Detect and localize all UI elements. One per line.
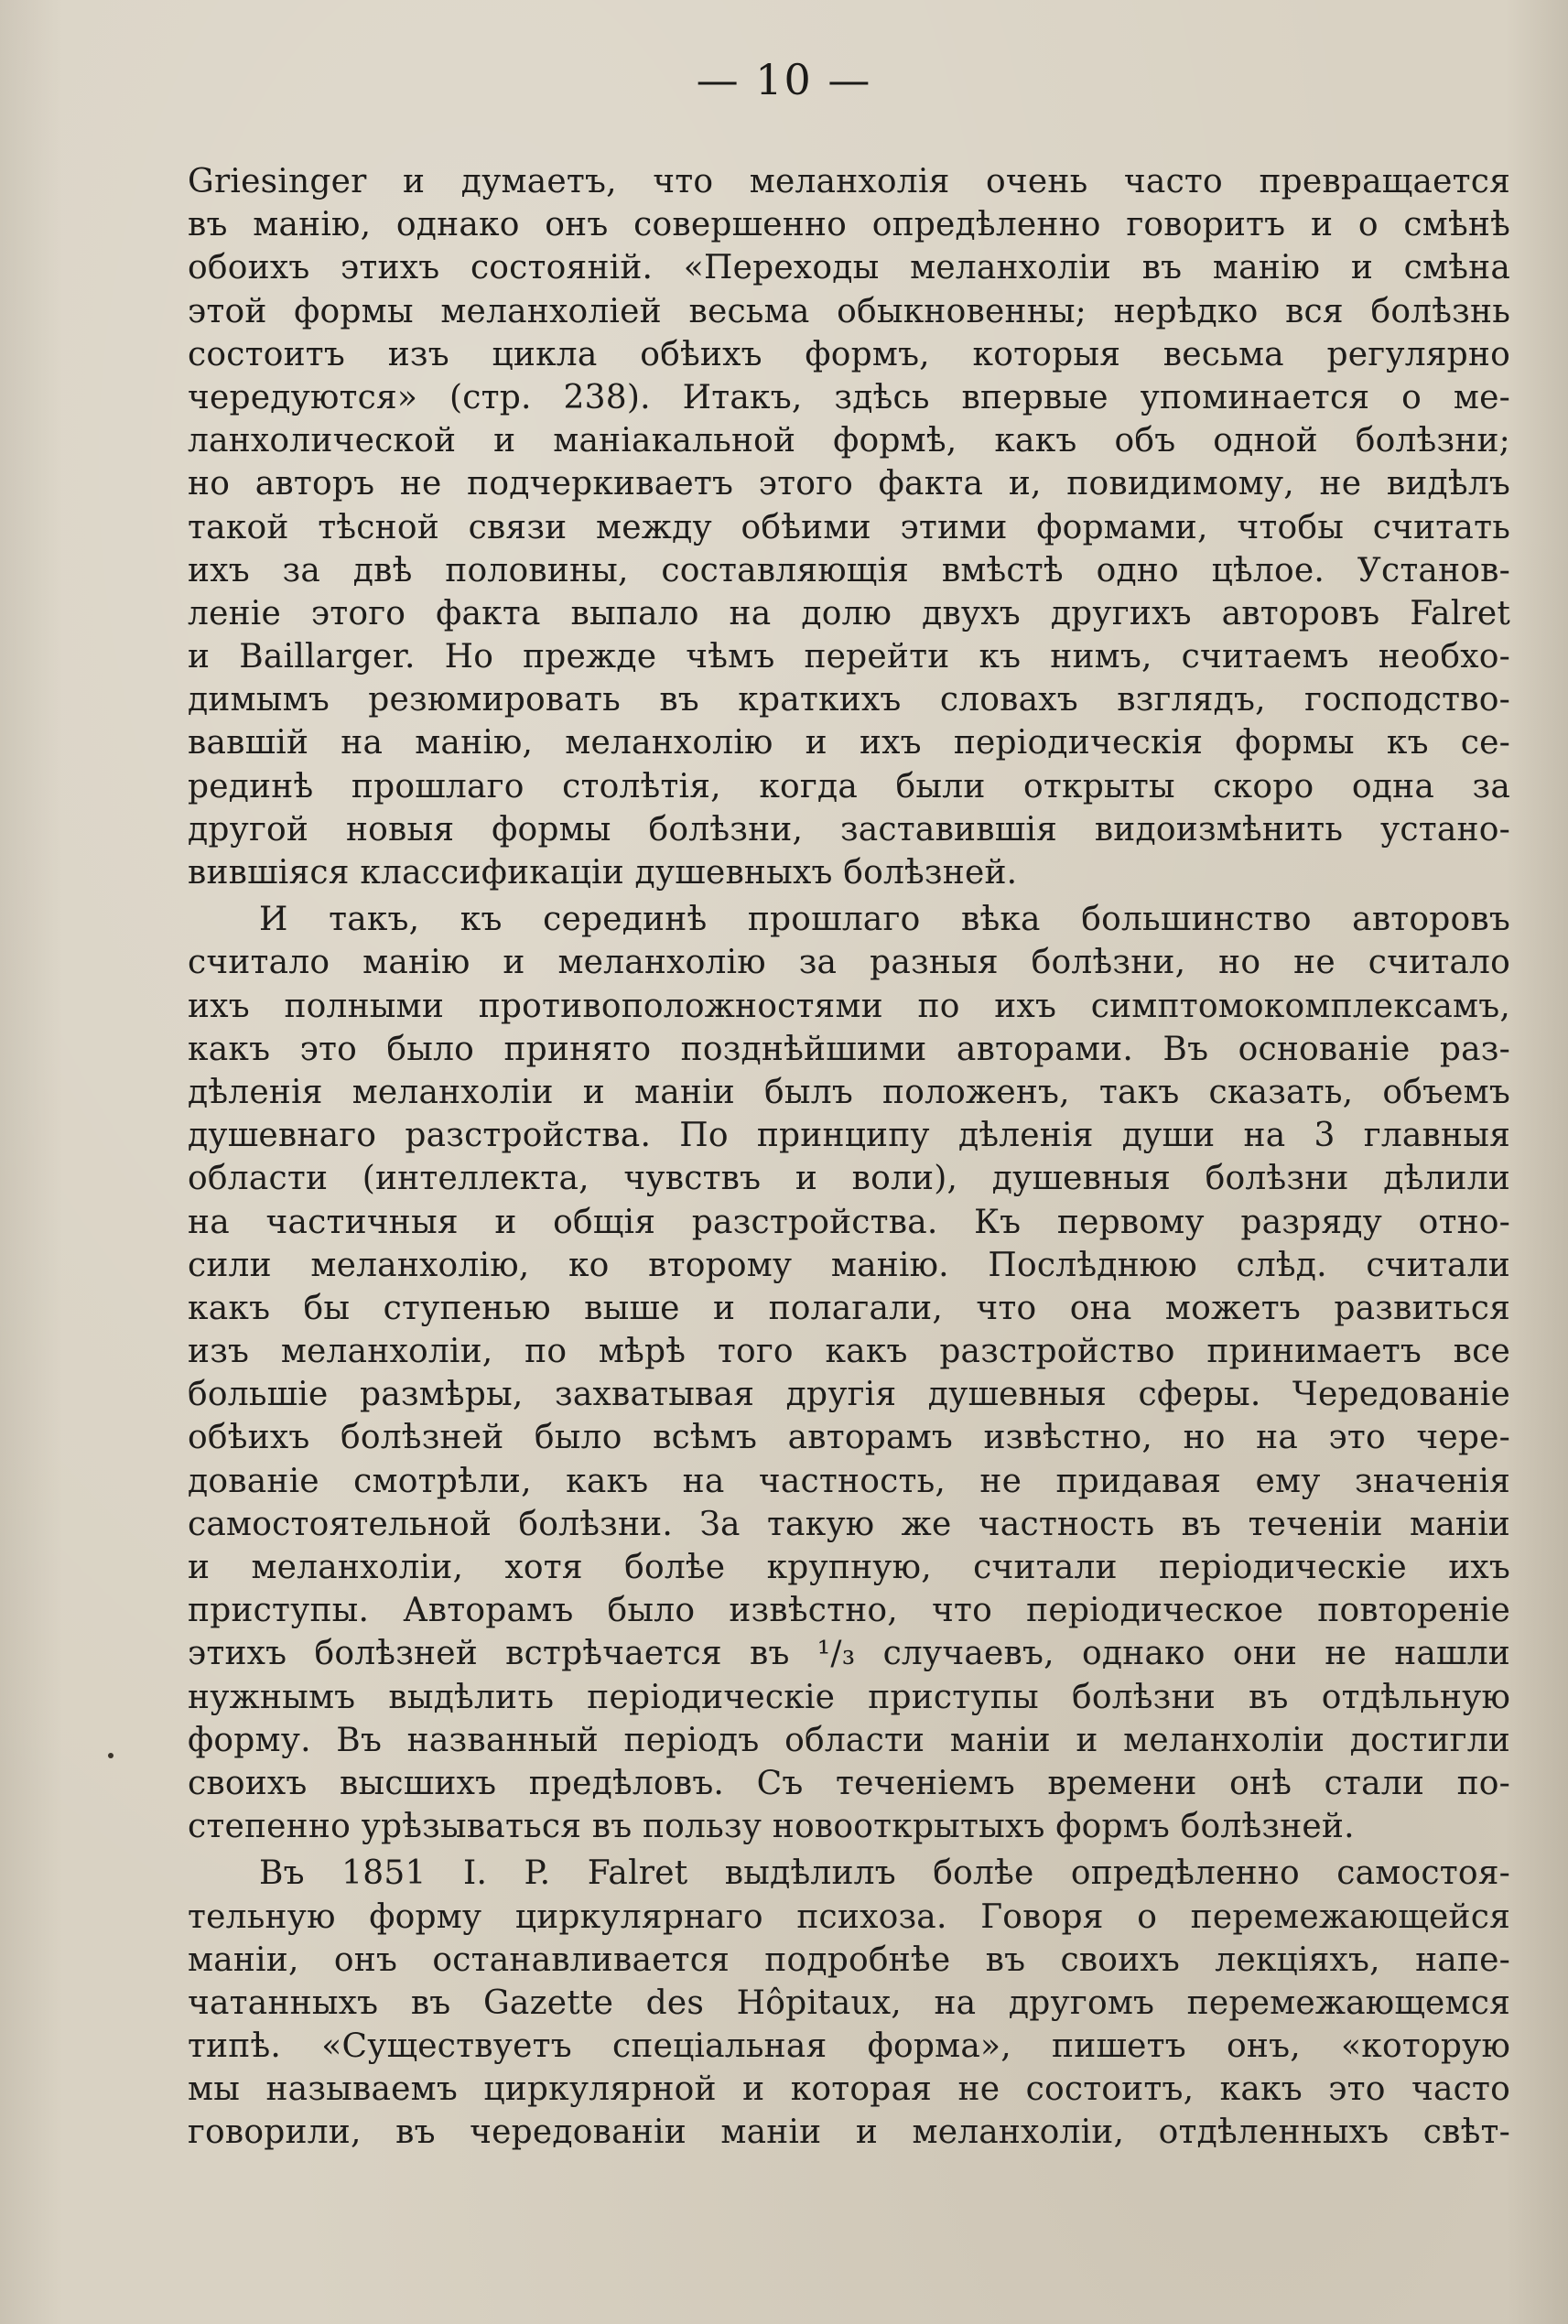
text-line: дованіе смотрѣли, какъ на частность, не придавая ему значенія: [188, 1462, 1510, 1500]
text-line: говорили, въ чередованіи маніи и меланхоліи, отдѣленныхъ свѣт-: [188, 2113, 1510, 2152]
text-line: душевнаго разстройства. По принципу дѣленія души на 3 главныя: [188, 1117, 1510, 1155]
text-line: чатанныхъ въ Gazette des Hôpitaux, на другомъ перемежающемся: [188, 1984, 1510, 2022]
body-text: [188, 160, 1510, 2155]
text-line: типѣ. «Существуетъ спеціальная форма», пишетъ онъ, «которую: [188, 2027, 1510, 2066]
text-line: маніи, онъ останавливается подробнѣе въ своихъ лекціяхъ, напе-: [188, 1940, 1510, 1979]
text-line: рединѣ прошлаго столѣтія, когда были открыты скоро одна за: [188, 767, 1510, 805]
ink-speck: [108, 1753, 114, 1758]
text-line: вившіяся классификаціи душевныхъ болѣзней.: [188, 854, 1018, 892]
text-line: приступы. Авторамъ было извѣстно, что періодическое повтореніе: [188, 1592, 1510, 1630]
text-line: мы называемъ циркулярной и которая не состоитъ, какъ это часто: [188, 2070, 1510, 2109]
text-line: но авторъ не подчеркиваетъ этого факта и, повидимому, не видѣлъ: [188, 465, 1510, 503]
page-number: — 10 —: [696, 55, 872, 104]
paragraph-start-line: И такъ, къ серединѣ прошлаго вѣка большинство авторовъ: [259, 901, 1510, 939]
text-line: большіе размѣры, захватывая другія душевныя сферы. Чередованіе: [188, 1376, 1510, 1414]
text-line: тельную форму циркулярнаго психоза. Говоря о перемежающейся: [188, 1897, 1510, 1936]
text-line: обоихъ этихъ состояній. «Переходы меланхоліи въ манію и смѣна: [188, 249, 1510, 287]
text-line: и меланхоліи, хотя болѣе крупную, считали періодическіе ихъ: [188, 1549, 1510, 1586]
text-line: чередуются» (стр. 238). Итакъ, здѣсь впервые упоминается о ме-: [188, 378, 1510, 416]
text-line: ихъ за двѣ половины, составляющія вмѣстѣ одно цѣлое. Установ-: [188, 551, 1510, 589]
text-line: на частичныя и общія разстройства. Къ первому разряду отно-: [188, 1203, 1510, 1241]
text-line: димымъ резюмировать въ краткихъ словахъ взглядъ, господство-: [188, 681, 1510, 719]
text-line: своихъ высшихъ предѣловъ. Съ теченіемъ времени онѣ стали по-: [188, 1764, 1510, 1802]
text-line: сили меланхолію, ко второму манію. Послѣднюю слѣд. считали: [188, 1246, 1510, 1284]
text-line: въ манію, однако онъ совершенно опредѣленно говоритъ и о смѣнѣ: [188, 206, 1510, 244]
text-line: какъ это было принято позднѣйшими авторами. Въ основаніе раз-: [188, 1030, 1510, 1068]
text-line: Griesinger и думаетъ, что меланхолія очень часто превращается: [188, 163, 1510, 200]
text-line: изъ меланхоліи, по мѣрѣ того какъ разстройство принимаетъ все: [188, 1333, 1510, 1371]
text-line: другой новыя формы болѣзни, заставившія видоизмѣнить устано-: [188, 810, 1510, 849]
text-line: ланхолической и маніакальной формѣ, какъ объ одной болѣзни;: [188, 422, 1510, 460]
text-line: леніе этого факта выпало на долю двухъ другихъ авторовъ Falret: [188, 594, 1510, 632]
text-line: форму. Въ названный періодъ области маніи и меланхоліи достигли: [188, 1721, 1510, 1759]
text-line: состоитъ изъ цикла обѣихъ формъ, которыя весьма регулярно: [188, 335, 1510, 373]
paragraph-start-line: Въ 1851 I. P. Falret выдѣлилъ болѣе опредѣленно самостоя-: [259, 1854, 1510, 1893]
text-line: и Baillarger. Но прежде чѣмъ перейти къ нимъ, считаемъ необхо-: [188, 638, 1510, 676]
text-line: считало манію и меланхолію за разныя болѣзни, но не считало: [188, 944, 1510, 982]
text-line: вавшій на манію, меланхолію и ихъ періодическія формы къ се-: [188, 724, 1510, 762]
text-line: этой формы меланхоліей весьма обыкновенны; нерѣдко вся болѣзнь: [188, 292, 1510, 330]
text-line: самостоятельной болѣзни. За такую же частность въ теченіи маніи: [188, 1505, 1510, 1543]
text-line: степенно урѣзываться въ пользу новооткрытыхъ формъ болѣзней.: [188, 1808, 1355, 1846]
text-line: какъ бы ступенью выше и полагали, что она можетъ развиться: [188, 1289, 1510, 1327]
text-line: такой тѣсной связи между обѣими этими формами, чтобы считать: [188, 508, 1510, 546]
text-line: области (интеллекта, чувствъ и воли), душевныя болѣзни дѣлили: [188, 1160, 1510, 1198]
text-line: дѣленія меланхоліи и маніи былъ положенъ, такъ сказать, объемъ: [188, 1073, 1510, 1111]
text-line: нужнымъ выдѣлить періодическіе приступы болѣзни въ отдѣльную: [188, 1678, 1510, 1716]
text-line: ихъ полными противоположностями по ихъ симптомокомплексамъ,: [188, 987, 1510, 1025]
text-line: обѣихъ болѣзней было всѣмъ авторамъ извѣстно, но на это чере-: [188, 1419, 1510, 1457]
text-line: этихъ болѣзней встрѣчается въ ¹/₃ случаевъ, однако они не нашли: [188, 1635, 1510, 1673]
